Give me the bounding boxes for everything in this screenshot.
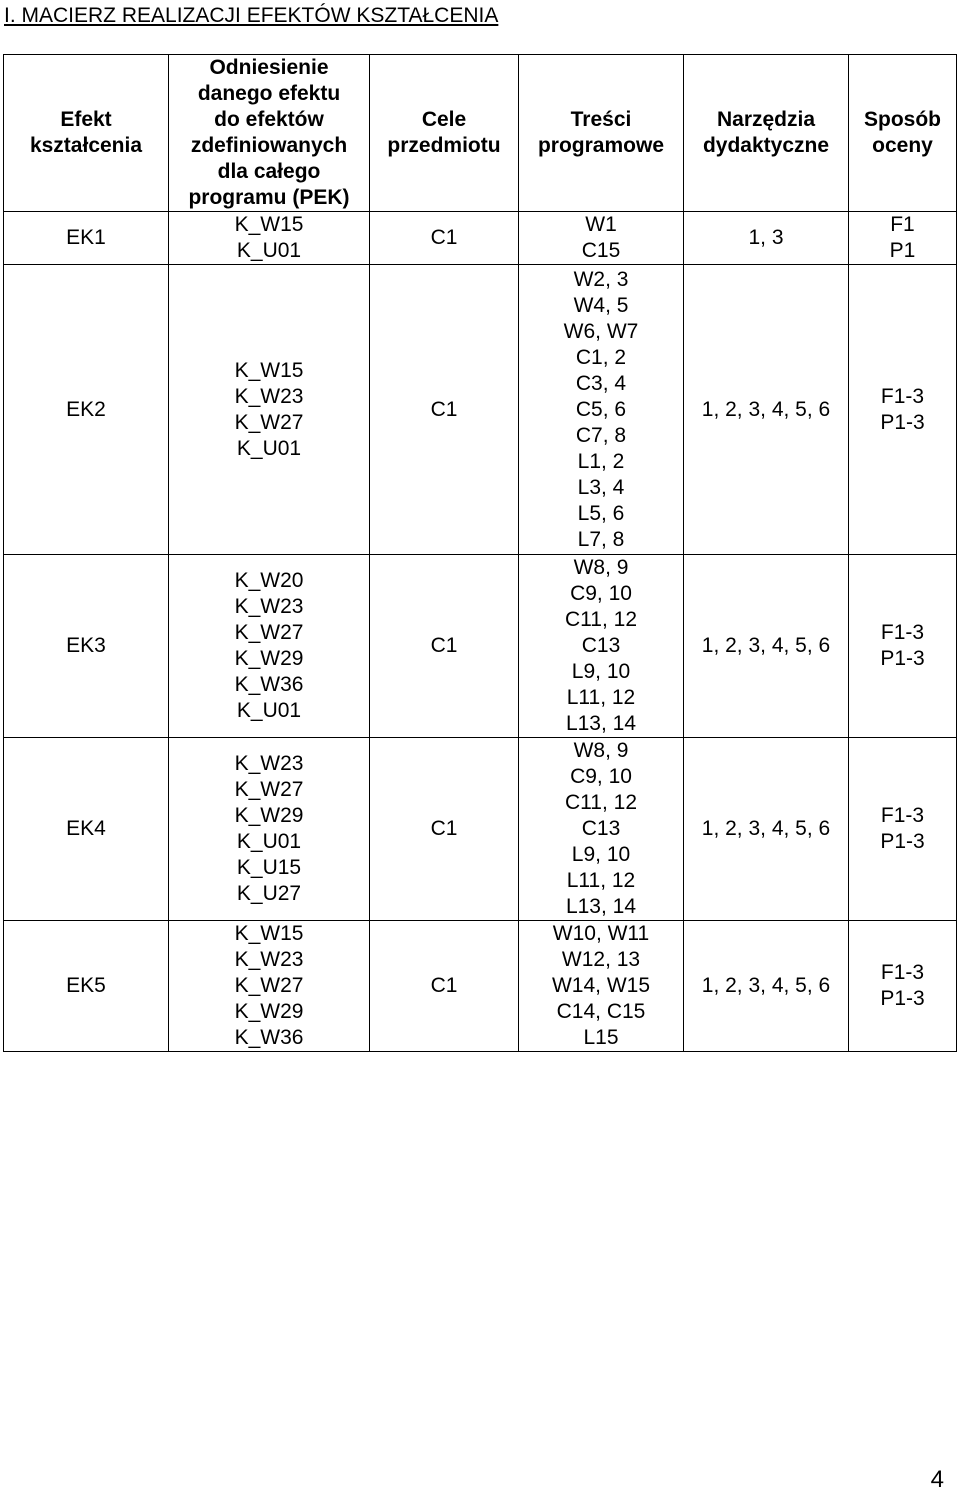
header-line: kształcenia [29,134,143,157]
cell-assessment-line: P1-3 [880,647,925,670]
cell-contents-line: C11, 12 [565,608,637,631]
header-line: dla całego [217,160,321,183]
cell-contents-line: L13, 14 [565,712,637,735]
cell-pek-line: K_W20 [234,569,304,592]
cell-contents-line: L5, 6 [577,501,625,525]
cell-contents-line: C15 [581,239,621,262]
cell-contents-line: W8, 9 [573,556,629,579]
cell-pek-line: K_U01 [236,239,302,262]
cell-contents-line: L7, 8 [577,527,625,551]
header-line: Sposób [864,108,941,131]
cell-pek-line: K_W15 [234,358,304,382]
cell-pek-line: K_W36 [234,673,304,696]
cell-assessment-line: P1-3 [880,987,925,1010]
cell-contents-line: W10, W11 [552,922,650,945]
cell-assessment-line: F1-3 [880,621,925,644]
cell-pek-line: K_W27 [234,974,304,997]
cell-contents-line: C9, 10 [570,765,632,788]
header-effect [4,55,169,212]
header-line: oceny [872,134,933,157]
cell-contents [519,921,684,1052]
effects-matrix-table [3,54,957,1052]
header-line: przedmiotu [387,134,501,157]
header-line: Efekt [60,108,112,131]
cell-assessment-line: F1-3 [880,384,925,408]
header-goals [370,55,519,212]
cell-assessment-line: P1 [889,239,916,262]
cell-contents-line: W2, 3 [573,267,629,291]
cell-contents-line: C1, 2 [575,345,627,369]
header-line: Treści [570,108,632,131]
header-line: programowe [537,134,665,157]
cell-contents-line: W1 [585,213,617,236]
cell-pek-line: K_U01 [236,699,302,722]
cell-goals: C1 [370,265,519,555]
cell-contents-line: L15 [583,1026,619,1049]
cell-contents-line: L3, 4 [577,475,625,499]
cell-contents-line: C13 [581,634,621,657]
cell-contents-line: W12, 13 [561,948,641,971]
cell-assessment [849,921,957,1052]
header-row [4,55,957,212]
cell-contents [519,555,684,738]
cell-goals: C1 [370,921,519,1052]
cell-contents-line: C3, 4 [575,371,627,395]
cell-effect: EK2 [4,265,169,555]
header-line: programu (PEK) [188,186,350,209]
cell-assessment-line: P1-3 [880,830,925,853]
cell-pek-line: K_W29 [234,1000,304,1023]
cell-pek-line: K_W29 [234,804,304,827]
cell-contents-line: W8, 9 [573,739,629,762]
cell-assessment-line: F1 [890,213,915,236]
cell-tools: 1, 2, 3, 4, 5, 6 [684,738,849,921]
cell-pek-line: K_U15 [236,856,302,879]
cell-contents [519,738,684,921]
header-line: Odniesienie [209,56,329,79]
cell-effect: EK1 [4,212,169,265]
cell-pek-line: K_W27 [234,621,304,644]
cell-goals: C1 [370,738,519,921]
cell-assessment-line: F1-3 [880,804,925,827]
table-row [4,265,957,555]
cell-contents-line: C13 [581,817,621,840]
header-line: Cele [421,108,467,131]
cell-pek [169,212,370,265]
cell-tools: 1, 2, 3, 4, 5, 6 [684,265,849,555]
cell-contents-line: C11, 12 [565,791,637,814]
cell-tools: 1, 2, 3, 4, 5, 6 [684,921,849,1052]
table-row [4,555,957,738]
cell-pek-line: K_W23 [234,384,304,408]
cell-pek-line: K_W15 [234,213,304,236]
cell-effect: EK5 [4,921,169,1052]
cell-tools: 1, 2, 3, 4, 5, 6 [684,555,849,738]
cell-contents-line: L9, 10 [571,660,631,683]
table-row [4,921,957,1052]
cell-contents-line: L11, 12 [566,686,636,709]
cell-contents-line: W14, W15 [551,974,651,997]
cell-tools: 1, 3 [684,212,849,265]
cell-assessment-line: P1-3 [880,410,925,434]
cell-contents-line: L13, 14 [565,895,637,918]
cell-pek [169,738,370,921]
cell-contents-line: L11, 12 [566,869,636,892]
cell-contents [519,265,684,555]
cell-pek-line: K_U01 [236,830,302,853]
cell-effect: EK4 [4,738,169,921]
cell-assessment-line: F1-3 [880,961,925,984]
section-title: I. MACIERZ REALIZACJI EFEKTÓW KSZTAŁCENIA [4,4,499,27]
cell-contents-line: L1, 2 [577,449,625,473]
cell-contents-line: W6, W7 [563,319,639,343]
cell-contents-line: L9, 10 [571,843,631,866]
header-line: Narzędzia [716,108,816,131]
cell-goals: C1 [370,212,519,265]
cell-pek-line: K_W36 [234,1026,304,1049]
header-line: dydaktyczne [702,134,830,157]
cell-pek-line: K_W23 [234,595,304,618]
cell-pek [169,921,370,1052]
cell-goals: C1 [370,555,519,738]
table-row [4,738,957,921]
cell-contents-line: C9, 10 [570,582,632,605]
cell-pek-line: K_W23 [234,948,304,971]
header-assessment [849,55,957,212]
header-tools [684,55,849,212]
matrix-body [4,212,957,1052]
cell-pek-line: K_W27 [234,778,304,801]
cell-pek [169,265,370,555]
cell-assessment [849,212,957,265]
cell-pek-line: K_W29 [234,647,304,670]
cell-contents [519,212,684,265]
header-pek [169,55,370,212]
cell-assessment [849,555,957,738]
header-line: danego efektu [197,82,341,105]
cell-pek-line: K_U01 [236,436,302,460]
cell-contents-line: C5, 6 [575,397,627,421]
header-contents [519,55,684,212]
cell-effect: EK3 [4,555,169,738]
cell-pek [169,555,370,738]
cell-assessment [849,738,957,921]
cell-pek-line: K_U27 [236,882,302,905]
cell-pek-line: K_W15 [234,922,304,945]
table-row [4,212,957,265]
header-line: zdefiniowanych [190,134,348,157]
page-number: 4 [930,1466,944,1493]
cell-pek-line: K_W23 [234,752,304,775]
header-line: do efektów [214,108,324,131]
cell-contents-line: C14, C15 [556,1000,646,1023]
cell-assessment [849,265,957,555]
cell-contents-line: C7, 8 [575,423,627,447]
cell-contents-line: W4, 5 [573,293,629,317]
cell-pek-line: K_W27 [234,410,304,434]
